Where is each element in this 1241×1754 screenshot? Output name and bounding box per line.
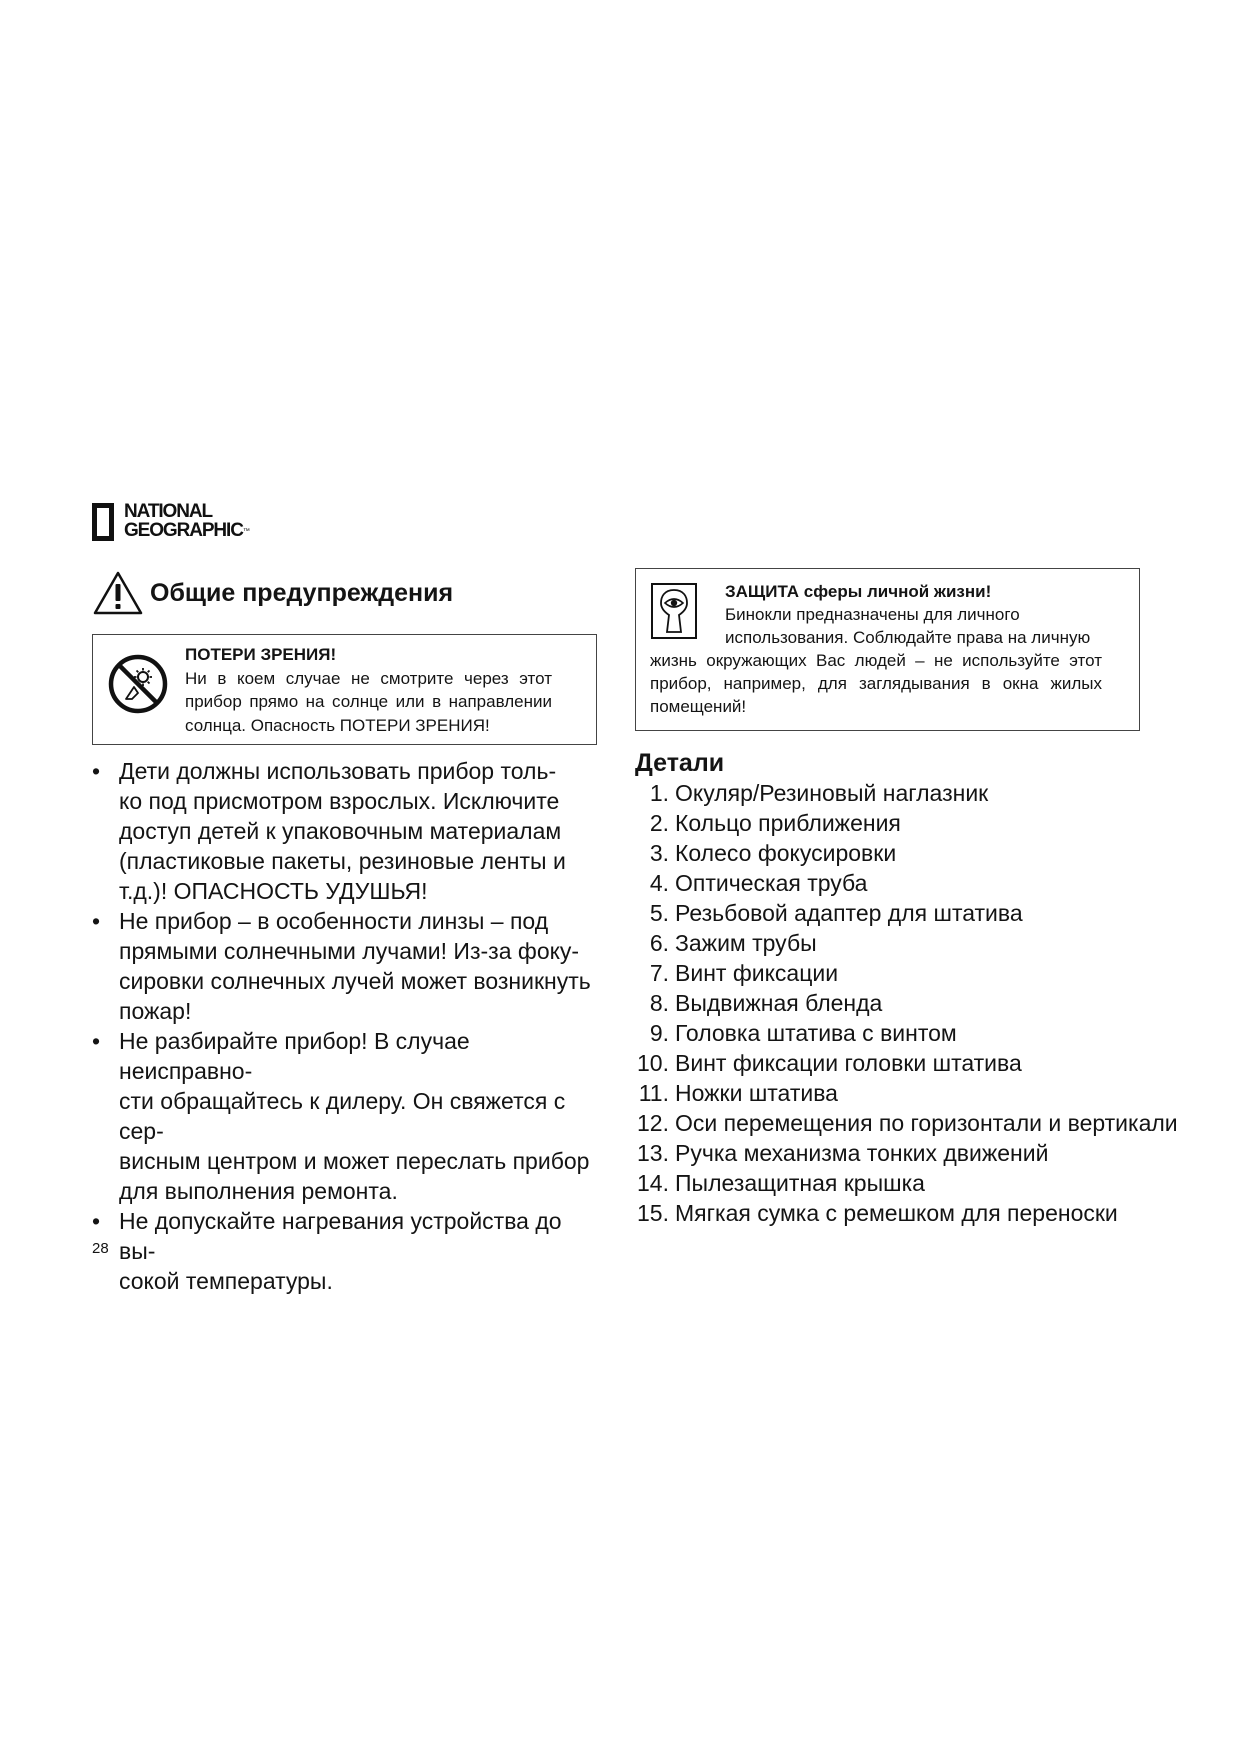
details-item-label: Винт фиксации [675, 960, 839, 986]
details-item-number: 1. [649, 780, 669, 806]
details-item [635, 808, 1178, 838]
bullet-line: прямыми солнечными лучами! Из-за фоку- [119, 938, 580, 964]
privacy-warning-title: ЗАЩИТА сферы личной жизни! [725, 582, 992, 601]
details-item-label: Кольцо приближения [675, 810, 901, 836]
details-item-label: Выдвижная бленда [675, 990, 883, 1016]
details-item [635, 1048, 1178, 1078]
logo-line-2-text: GEOGRAPHIC [124, 520, 243, 541]
details-list [635, 778, 1178, 1228]
details-item-number: 8. [649, 990, 669, 1016]
details-item-label: Мягкая сумка с ремешком для переноски [675, 1200, 1118, 1226]
safety-bullet-list [92, 756, 602, 1296]
bullet-line: Не прибор – в особенности линзы – под [119, 908, 549, 934]
logo-frame-icon [92, 503, 114, 541]
details-item [635, 778, 1178, 808]
details-item [635, 1168, 1178, 1198]
bullet-line: доступ детей к упаковочным материалам [119, 818, 562, 844]
details-item-label: Зажим трубы [675, 930, 817, 956]
details-item [635, 1108, 1178, 1138]
bullet-item [92, 1026, 602, 1206]
details-item-label: Ручка механизма тонких движений [675, 1140, 1049, 1166]
details-title: Детали [635, 749, 725, 777]
details-item-label: Винт фиксации головки штатива [675, 1050, 1022, 1076]
national-geographic-logo [92, 502, 250, 541]
bullet-line: для выполнения ремонта. [119, 1178, 398, 1204]
bullet-item [92, 906, 602, 1026]
vision-warning-line-3: солнца. Опасность ПОТЕРИ ЗРЕНИЯ! [185, 715, 490, 735]
warnings-title: Общие предупреждения [150, 579, 454, 607]
vision-warning-title: ПОТЕРИ ЗРЕНИЯ! [185, 645, 337, 664]
details-item-label: Оптическая труба [675, 870, 868, 896]
details-item-label: Колесо фокусировки [675, 840, 897, 866]
details-item [635, 838, 1178, 868]
details-item [635, 898, 1178, 928]
details-item-number: 15. [637, 1200, 669, 1226]
privacy-warning-tail [650, 649, 1102, 718]
warnings-heading [92, 570, 453, 616]
bullet-dot: • [92, 1028, 101, 1054]
bullet-line: пожар! [119, 998, 192, 1024]
bullet-line: висным центром и может переслать прибор [119, 1148, 590, 1174]
bullet-line: сировки солнечных лучей может возникнуть [119, 968, 591, 994]
details-item-label: Головка штатива с винтом [675, 1020, 957, 1046]
details-item [635, 958, 1178, 988]
details-item-number: 4. [649, 870, 669, 896]
details-item-label: Пылезащитная крышка [675, 1170, 925, 1196]
details-item-number: 7. [649, 960, 669, 986]
details-item-number: 12. [637, 1110, 669, 1136]
bullet-line: ко под присмотром взрослых. Исключите [119, 788, 560, 814]
privacy-warning-line-1: Бинокли предназначены для личного [725, 605, 1020, 624]
vision-loss-warning-box [92, 634, 597, 745]
details-item [635, 1018, 1178, 1048]
bullet-line: сокой температуры. [119, 1268, 333, 1294]
page-number: 28 [92, 1240, 109, 1257]
details-item-label: Оси перемещения по горизонтали и вертикали [675, 1110, 1178, 1136]
details-item-label: Окуляр/Резиновый наглазник [675, 780, 989, 806]
no-sun-viewing-icon [107, 653, 169, 715]
logo-line-2 [124, 521, 250, 541]
bullet-item [92, 1206, 602, 1296]
bullet-line: (пластиковые пакеты, резиновые ленты и [119, 848, 566, 874]
privacy-warning-line-5: помещений! [650, 697, 747, 716]
vision-warning-text [185, 643, 552, 737]
trademark-mark: ™ [242, 528, 250, 535]
privacy-warning-box [635, 568, 1140, 731]
details-item-number: 14. [637, 1170, 669, 1196]
bullet-line: сти обращайтесь к дилеру. Он свяжется с сер- [119, 1088, 566, 1144]
details-item-number: 2. [649, 810, 669, 836]
bullet-line: Не допускайте нагревания устройства до вы- [119, 1208, 562, 1264]
details-item [635, 988, 1178, 1018]
details-item-number: 9. [649, 1020, 669, 1046]
details-item [635, 868, 1178, 898]
details-item [635, 1138, 1178, 1168]
details-item [635, 1078, 1178, 1108]
details-item [635, 928, 1178, 958]
details-item [635, 1198, 1178, 1228]
details-item-label: Резьбовой адаптер для штатива [675, 900, 1023, 926]
privacy-warning-line-4: прибор, например, для заглядывания в окна жилых [650, 674, 1102, 693]
keyhole-eye-icon [651, 583, 697, 639]
warning-triangle-icon [92, 570, 144, 616]
logo-line-1: NATIONAL [124, 501, 212, 522]
details-item-number: 3. [649, 840, 669, 866]
privacy-warning-line-3: жизнь окружающих Вас людей – не используйте этот [650, 651, 1102, 670]
details-item-number: 6. [649, 930, 669, 956]
details-item-number: 5. [649, 900, 669, 926]
privacy-warning-head [725, 580, 1109, 649]
bullet-line: Не разбирайте прибор! В случае неисправно- [119, 1028, 470, 1084]
privacy-warning-line-2: использования. Соблюдайте права на личную [725, 628, 1091, 647]
bullet-dot: • [92, 758, 101, 784]
details-item-label: Ножки штатива [675, 1080, 838, 1106]
bullet-item [92, 756, 602, 906]
details-item-number: 13. [637, 1140, 669, 1166]
logo-wordmark [124, 502, 250, 541]
vision-warning-line-1: Ни в коем случае не смотрите через этот [185, 668, 552, 688]
bullet-line: т.д.)! ОПАСНОСТЬ УДУШЬЯ! [119, 878, 428, 904]
bullet-line: Дети должны использовать прибор толь- [119, 758, 557, 784]
details-item-number: 10. [637, 1050, 669, 1076]
vision-warning-line-2: прибор прямо на солнце или в направлении [185, 692, 552, 711]
bullet-dot: • [92, 1208, 101, 1234]
details-item-number: 11. [638, 1080, 669, 1106]
bullet-dot: • [92, 908, 101, 934]
